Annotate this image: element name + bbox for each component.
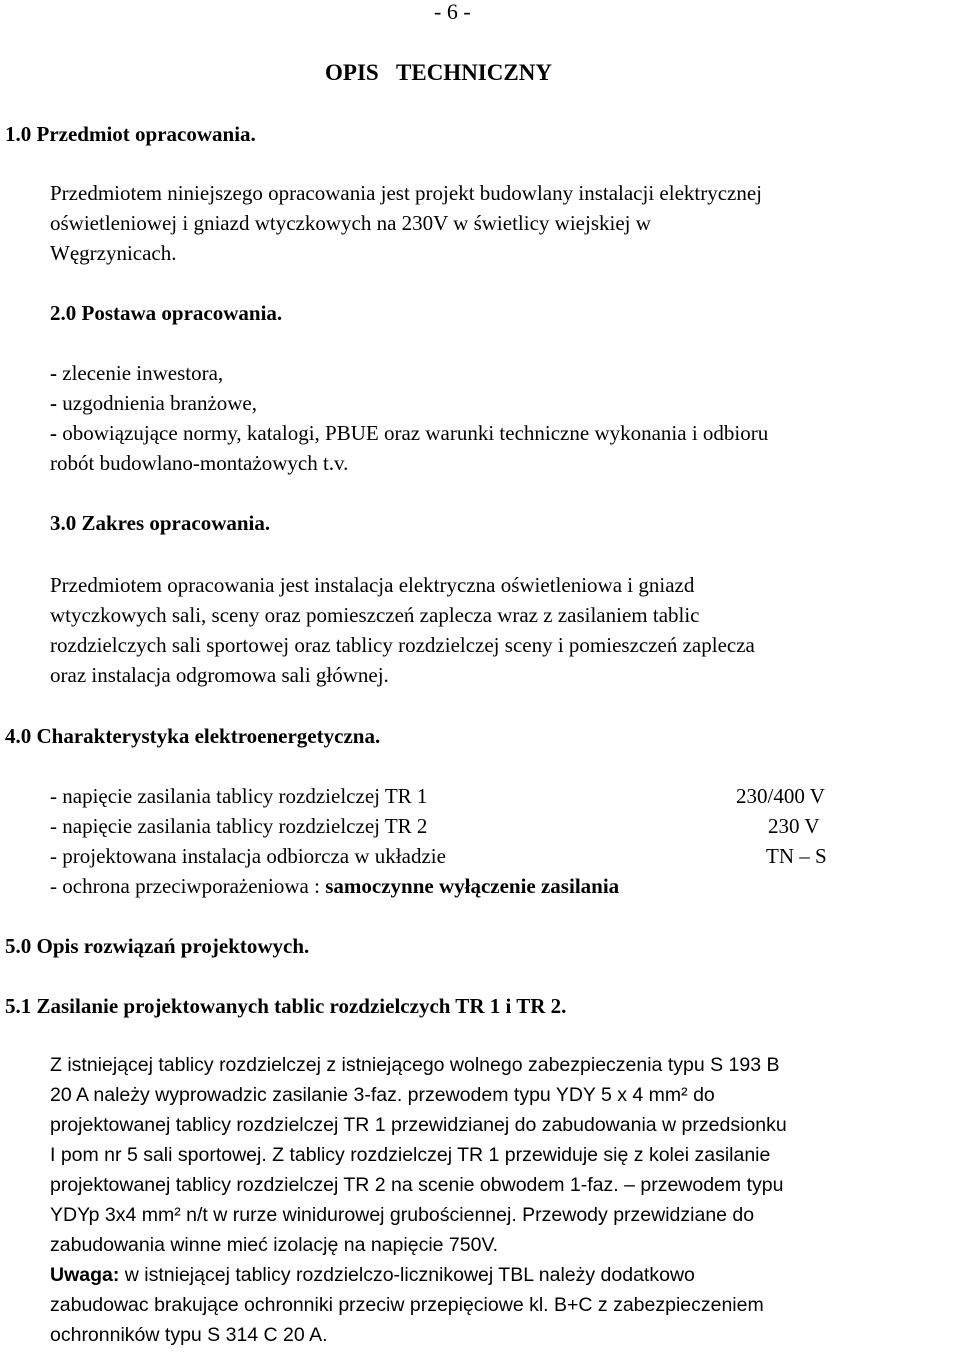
section-2-heading: 2.0 Postawa opracowania. <box>50 301 283 325</box>
spec-label: - ochrona przeciwporażeniowa : <box>50 874 326 898</box>
spec-row <box>50 841 870 871</box>
body-line: projektowanej tablicy rozdzielczej TR 1 przewidzianej do zabudowania w przedsionku <box>50 1114 787 1136</box>
spec-row-protection <box>50 871 870 901</box>
list-item <box>50 358 950 388</box>
body-line: oraz instalacja odgromowa sali głównej. <box>50 663 389 687</box>
body-line: Z istniejącej tablicy rozdzielczej z istniejącego wolnego zabezpieczenia typu S 193 B <box>50 1054 780 1076</box>
spec-value: samoczynne wyłączenie zasilania <box>325 874 620 898</box>
spec-value: TN – S <box>766 844 827 868</box>
section-1-body <box>50 178 950 268</box>
note-line: zabudowac brakujące ochronniki przeciw przepięciowe kl. B+C z zabezpieczeniem <box>50 1294 764 1316</box>
section-1-heading: 1.0 Przedmiot opracowania. <box>5 122 256 146</box>
section-5-1-body <box>50 1050 950 1350</box>
list-item-continuation: robót budowlano-montażowych t.v. <box>50 451 349 475</box>
page-number: - 6 - <box>434 0 471 24</box>
list-item-text: obowiązujące normy, katalogi, PBUE oraz warunki techniczne wykonania i odbioru <box>57 421 769 445</box>
section-3-heading: 3.0 Zakres opracowania. <box>50 511 271 535</box>
body-line: YDYp 3x4 mm² n/t w rurze winidurowej grubościennej. Przewody przewidziane do <box>50 1204 755 1226</box>
note-line: ochronników typu S 314 C 20 A. <box>50 1324 328 1346</box>
body-line: Węgrzynicach. <box>50 241 177 265</box>
body-line: projektowanej tablicy rozdzielczej TR 2 na scenie obwodem 1-faz. – przewodem typu <box>50 1174 784 1196</box>
section-3-body <box>50 570 950 690</box>
list-dash: - <box>50 361 57 385</box>
section-5-heading: 5.0 Opis rozwiązań projektowych. <box>5 934 310 958</box>
body-line: zabudowania winne mieć izolację na napięcie 750V. <box>50 1234 499 1256</box>
body-line: wtyczkowych sali, sceny oraz pomieszczeń zaplecza wraz z zasilaniem tablic <box>50 603 700 627</box>
spec-label: - projektowana instalacja odbiorcza w układzie <box>50 844 446 868</box>
spec-value: 230 V <box>768 814 820 838</box>
list-item-text: zlecenie inwestora, <box>57 361 224 385</box>
body-line: oświetleniowej i gniazd wtyczkowych na 230V w świetlicy wiejskiej w <box>50 211 651 235</box>
section-4-heading: 4.0 Charakterystyka elektroenergetyczna. <box>5 724 381 748</box>
note-label: Uwaga: <box>50 1264 120 1286</box>
list-dash: - <box>50 391 57 415</box>
spec-label: - napięcie zasilania tablicy rozdzielczej TR 1 <box>50 784 428 808</box>
body-line: I pom nr 5 sali sportowej. Z tablicy rozdzielczej TR 1 przewiduje się z kolei zasilanie <box>50 1144 771 1166</box>
body-line: 20 A należy wyprowadzic zasilanie 3-faz. przewodem typu YDY 5 x 4 mm² do <box>50 1084 715 1106</box>
note-line <box>50 1260 950 1290</box>
list-item <box>50 418 950 448</box>
body-line: Przedmiotem niniejszego opracowania jest projekt budowlany instalacji elektrycznej <box>50 181 763 205</box>
body-line: Przedmiotem opracowania jest instalacja elektryczna oświetleniowa i gniazd <box>50 573 695 597</box>
spec-row <box>50 811 870 841</box>
spec-value: 230/400 V <box>736 784 825 808</box>
document-title: OPIS TECHNICZNY <box>325 60 552 85</box>
list-dash: - <box>50 421 57 445</box>
body-line: rozdzielczych sali sportowej oraz tablicy rozdzielczej sceny i pomieszczeń zaplecza <box>50 633 755 657</box>
section-5-1-heading: 5.1 Zasilanie projektowanych tablic rozdzielczych TR 1 i TR 2. <box>5 994 567 1018</box>
spec-label: - napięcie zasilania tablicy rozdzielczej TR 2 <box>50 814 428 838</box>
spec-row <box>50 781 870 811</box>
section-2-list <box>50 358 950 478</box>
list-item <box>50 388 950 418</box>
list-item-text: uzgodnienia branżowe, <box>57 391 258 415</box>
note-text: w istniejącej tablicy rozdzielczo-licznikowej TBL należy dodatkowo <box>119 1264 695 1286</box>
